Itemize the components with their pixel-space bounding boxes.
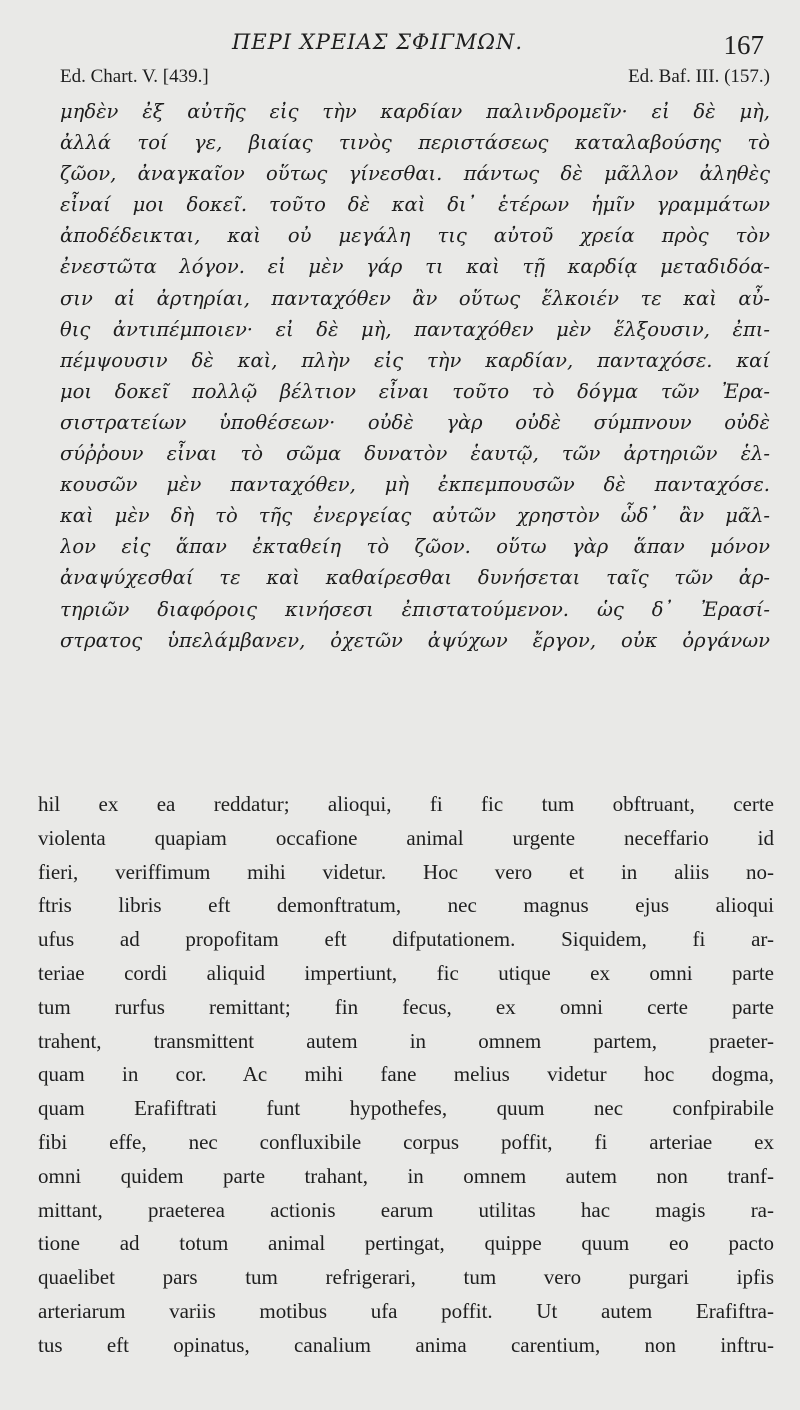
- greek-text-line: ἐνεστῶτα λόγον. εἰ μὲν γάρ τι καὶ τῇ καρδίᾳ μεταδιδόα-: [60, 255, 770, 279]
- latin-text-line: mittant, praeterea actionis earum utilitas hac magis ra-: [38, 1197, 774, 1222]
- latin-text-line: ftris libris eft demonftratum, nec magnus ejus alioqui: [38, 893, 774, 918]
- latin-text-line: tione ad totum animal pertingat, quippe quum eo pacto: [38, 1231, 774, 1256]
- greek-text-line: μηδὲν ἐξ αὐτῆς εἰς τὴν καρδίαν παλινδρομεῖν· εἰ δὲ μὴ,: [60, 100, 770, 123]
- latin-text-line: fieri, veriffimum mihi videtur. Hoc vero et in aliis no-: [38, 859, 774, 884]
- greek-text-line: ζῶον, ἀναγκαῖον οὕτως γίνεσθαι. πάντως δὲ μᾶλλον ἀληθὲς: [60, 162, 770, 186]
- latin-text-line: trahent, transmittent autem in omnem partem, praeter-: [38, 1028, 774, 1053]
- edition-reference-line: [60, 66, 770, 92]
- greek-text-line: κουσῶν μὲν πανταχόθεν, μὴ ἐκπεμπουσῶν δὲ πανταχόσε.: [60, 473, 770, 497]
- greek-text-line: ἀναψύχεσθαί τε καὶ καθαίρεσθαι δυνήσεται ταῖς τῶν ἀρ-: [60, 566, 770, 590]
- greek-text-line: σύῤῥουν εἶναι τὸ σῶμα δυνατὸν ἑαυτῷ, τῶν ἀρτηριῶν ἑλ-: [60, 442, 770, 466]
- latin-text-line: quam Erafiftrati funt hypothefes, quum nec confpirabile: [38, 1096, 774, 1121]
- latin-text-line: arteriarum variis motibus ufa poffit. Ut autem Erafiftra-: [38, 1298, 774, 1323]
- greek-text-line: μοι δοκεῖ πολλῷ βέλτιον εἶναι τοῦτο τὸ δόγμα τῶν Ἐρα-: [60, 379, 770, 403]
- greek-text-block: [60, 96, 770, 656]
- greek-text-line: τηριῶν διαφόροις κινήσεσι ἐπιστατούμενον. ὡς δ᾽ Ἐρασί-: [60, 597, 770, 621]
- latin-text-line: tum rurfus remittant; fin fecus, ex omni certe parte: [38, 994, 774, 1019]
- greek-text-line: σιν αἱ ἀρτηρίαι, πανταχόθεν ἂν οὕτως ἕλκοιέν τε καὶ αὖ-: [60, 286, 770, 310]
- greek-text-line: θις ἀντιπέμποιεν· εἰ δὲ μὴ, πανταχόθεν μὲν ἕλξουσιν, ἐπι-: [60, 317, 770, 341]
- greek-text-line: πέμψουσιν δὲ καὶ, πλὴν εἰς τὴν καρδίαν, πανταχόσε. καί: [60, 348, 770, 372]
- greek-text-line: στρατος ὑπελάμβανεν, ὀχετῶν ἀψύχων ἔργον, οὐκ ὀργάνων: [60, 628, 770, 652]
- edition-reference-right: Ed. Baf. III. (157.): [628, 66, 770, 87]
- latin-text-block: [38, 788, 774, 1363]
- running-head: [0, 26, 800, 60]
- greek-text-line: ἀποδέδεικται, καὶ οὐ μεγάλη τις αὐτοῦ χρεία πρὸς τὸν: [60, 224, 770, 248]
- running-title: ΠΕΡΙ ΧΡΕΙΑΣ ΣΦΙΓΜΩΝ.: [232, 30, 524, 54]
- page-number: 167: [723, 30, 764, 60]
- latin-text-line: ufus ad propofitam eft difputationem. Siquidem, fi ar-: [38, 927, 774, 952]
- latin-text-line: quam in cor. Ac mihi fane melius videtur hoc dogma,: [38, 1062, 774, 1087]
- edition-reference-left: Ed. Chart. V. [439.]: [60, 66, 209, 87]
- greek-text-line: εἶναί μοι δοκεῖ. τοῦτο δὲ καὶ δι᾽ ἑτέρων ἡμῖν γραμμάτων: [60, 193, 770, 217]
- greek-text-line: καὶ μὲν δὴ τὸ τῆς ἐνεργείας αὐτῶν χρηστὸν ὧδ᾽ ἂν μᾶλ-: [60, 504, 770, 528]
- latin-text-line: tus eft opinatus, canalium anima carentium, non inftru-: [38, 1332, 774, 1357]
- greek-text-line: σιστρατείων ὑποθέσεων· οὐδὲ γὰρ οὐδὲ σύμπνουν οὐδὲ: [60, 410, 770, 434]
- latin-text-line: fibi effe, nec confluxibile corpus poffit, fi arteriae ex: [38, 1129, 774, 1154]
- latin-text-line: quaelibet pars tum refrigerari, tum vero purgari ipfis: [38, 1265, 774, 1290]
- greek-text-line: ἀλλά τοί γε, βιαίας τινὸς περιστάσεως καταλαβούσης τὸ: [60, 131, 770, 155]
- latin-text-line: teriae cordi aliquid impertiunt, fic utique ex omni parte: [38, 960, 774, 985]
- greek-text-line: λον εἰς ἅπαν ἐκταθείη τὸ ζῶον. οὕτω γὰρ ἅπαν μόνον: [60, 535, 770, 559]
- latin-text-line: omni quidem parte trahant, in omnem autem non tranf-: [38, 1163, 774, 1188]
- latin-text-line: hil ex ea reddatur; alioqui, fi fic tum obftruant, certe: [38, 792, 774, 816]
- latin-text-line: violenta quapiam occafione animal urgente neceffario id: [38, 825, 774, 850]
